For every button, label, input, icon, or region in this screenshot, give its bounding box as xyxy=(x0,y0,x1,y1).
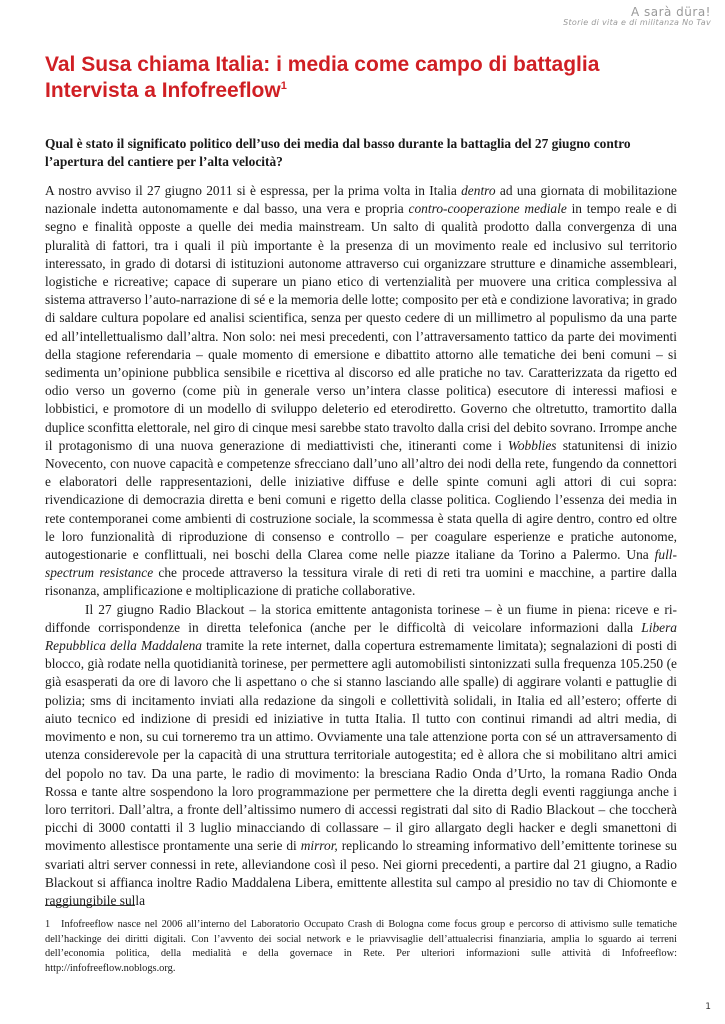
footnote-number: 1 xyxy=(45,919,51,930)
title-line-1: Val Susa chiama Italia: i media come campo di battaglia xyxy=(45,53,600,76)
paragraph-1: A nostro avviso il 27 giugno 2011 si è espressa, per la prima volta in Italia dentro ad una giornata di mobilitazione nazionale indetta autonomamente e dal basso, una vera e propria contro-cooperazione mediale in tempo reale e di segno e finalità opposte a quelle dei media mainstream. Un salto di qualità prodotto dalla convergenza di una pluralità di fattori, tra i quali il più importante è la presenza di un movimento reale ed inclusivo sul territorio interessato, in grado di dotarsi di istituzioni autonome attraverso cui organizzare strutture e dinamiche assembleari, logistiche e ricreative; capace di superare un piano etico di vertenzialità per muovere una critica complessiva al sistema attraverso l’auto-narrazione di sé e la memoria delle lotte; composito per età e condizione lavorativa; in grado di saldare cultura popolare ed analisi scientifica, senza per questo cedere di un millimetro al populismo da una parte ed all’intellettualismo dall’altra. Non solo: nei mesi precedenti, con l’attraversamento tattico da parte dei movimenti della stagione referendaria – quale momento di emersione e dibattito attorno alle tematiche dei beni comuni – si sedimenta un’opinione pubblica sensibile e ricettiva al discorso ed alle pratiche no tav. Caratterizzata da rigetto ed odio verso un governo (come più in generale verso un’intera classe politica) esecutore di interessi mafiosi e lobbistici, e promotore di un modello di sviluppo deleterio ed eterodiretto. Governo che oltretutto, tramortito dalla duplice sconfitta elettorale, nel giro di cinque mesi sarebbe stato travolto dalla crisi del debito sovrano. Irrompe anche il protagonismo di una nuova generazione di mediattivisti che, itineranti come i Wobblies statunitensi di inizio Novecento, con nuove capacità e competenze sfrecciano dall’uno all’altro dei nodi della rete, fungendo da connettori e elaboratori delle rappresentazioni, delle iniziative diffuse e delle spinte comuni agli attori di cui sopra: rivendicazione di democrazia diretta e beni comuni e rigetto della classe politica. Cogliendo l’essenza dei media in rete contemporanei come ambienti di costruzione sociale, la scommessa è stata quella di agire dentro, contro ed oltre le loro funzionalità di riproduzione di consenso e controllo – per coagulare esperienze e pratiche autonome, autogestionarie e conflittuali, nei boschi della Clarea come nelle piazze italiane da Torino a Palermo. Una full-spectrum resistance che procede attraverso la tessitura virale di reti di reti tra uomini e macchine, a partire dalla risonanza, amplificazione e moltiplicazione di pratiche collaborative. xyxy=(45,183,678,599)
page-number: 1 xyxy=(705,1002,711,1012)
emphasis: dentro xyxy=(461,183,496,198)
title-line-2: Intervista a Infofreeflow xyxy=(45,79,281,102)
emphasis: contro-cooperazione mediale xyxy=(408,201,567,217)
emphasis: mirror, xyxy=(300,838,338,854)
interview-question: Qual è stato il significato politico dell’uso dei media dal basso durante la battaglia del 27 giugno contro l’apertura del cantiere per l’alta velocità? xyxy=(45,136,631,169)
footnote-reference[interactable]: 1 xyxy=(280,80,287,92)
emphasis: Wobblies xyxy=(507,437,557,453)
article-title xyxy=(45,52,685,104)
header-brand xyxy=(563,6,711,27)
brand-title: A sarà düra! xyxy=(630,5,711,19)
emphasis: full-spectrum resistance xyxy=(45,547,677,581)
brand-tagline: Storie di vita e di militanza No Tav xyxy=(563,18,711,27)
article-body xyxy=(45,182,677,910)
footnote-divider xyxy=(45,905,135,906)
footnote-text: Infofreeflow nasce nel 2006 all’interno del Laboratorio Occupato Crash di Bologna come focus group e percorso di attivismo sulle tematiche dell’hackinge dei diritti digitali. Con l’avvento dei social network e le priavvisaglie dell’attualecrisi finanziaria, amplia lo sguardo ai terreni dell’economia politica, della medialità e della governace in Rete. Per ulteriori informazioni sulle attività di Infofreeflow: http://infofreeflow.noblogs.org. xyxy=(45,919,677,974)
emphasis: Libera Repubblica della Maddalena xyxy=(45,619,677,654)
footnote xyxy=(45,918,677,976)
paragraph-2: Il 27 giugno Radio Blackout – la storica emittente antagonista torinese – è un fiume in piena: riceve e ri-diffonde corrispondenze in diretta telefonica (anche per le difficoltà di veicolare informazioni dalla Libera Repubblica della Maddalena tramite la rete internet, dalla copertura estremamente limitata); segnalazioni di posti di blocco, già rodate nella quotidianità torinese, per permettere agli automobilisti sintonizzati sulla frequenza 105.250 (e già esasperati da ore di lavoro che li aspettano o che si stanno lasciando alle spalle) di aggirare volanti e pattuglie di polizia; sms di incitamento inviati alla redazione da singoli e collettività solidali, in Italia ed all’estero; offerte di aiuto tecnico ed indizione di presidi ed iniziative in tutta Italia. Il tutto con continui rimandi ad altri media, di movimento e non, su cui torneremo tra un attimo. Ovviamente una tale attenzione porta con sé un attraversamento di utenza considerevole per la capacità di una struttura territoriale autogestita; ed è allora che si mobilitano altri amici del popolo no tav. Da una parte, le radio di movimento: la bresciana Radio Onda d’Urto, la romana Radio Onda Rossa e tante altre sospendono la loro programmazione per permettere che la diretta degli eventi raggiunga anche i loro territori. Dall’altra, a fronte dell’altissimo numero di accessi registrati dal sito di Radio Blackout – che toccherà picchi di 3000 contatti il 3 luglio minacciando di collassare – il giro allargato degli hacker e degli smanettoni di movimento allestisce prontamente una serie di mirror, replicando lo streaming informativo dell’emittente torinese su svariati altri server connessi in rete, alleviandone così il peso. Nei giorni precedenti, a partire dal 21 giugno, a Radio Blackout si affianca inoltre Radio Maddalena Libera, emittente allestita sul campo al presidio no tav di Chiomonte e raggiungibile sulla xyxy=(45,601,677,908)
